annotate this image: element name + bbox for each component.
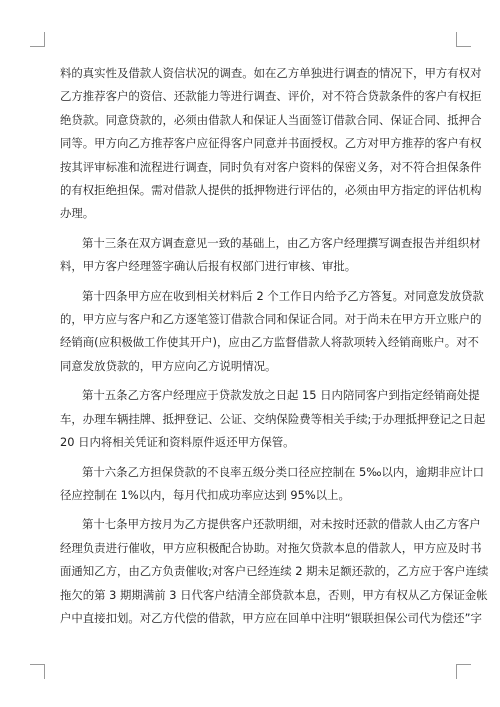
- text-line: 的，甲方应与客户和乙方逐笔签订借款合同和保证合同。对于尚未在甲方开立账户的: [60, 312, 482, 327]
- crop-mark-top-right: [456, 32, 471, 47]
- text-line: 面通知乙方，由乙方负责催收;对客户已经连续 2 期未足额还款的，乙方应于客户连续: [60, 564, 489, 579]
- text-line: 同等。甲方向乙方推荐客户应征得客户同意并书面授权。乙方对甲方推荐的客户有权: [60, 136, 482, 151]
- crop-mark-bottom-right: [456, 664, 471, 679]
- text-line: 径应控制在 1%以内，每月代扣成功率应达到 95%以上。: [60, 487, 350, 502]
- crop-mark-top-left: [30, 32, 45, 47]
- text-line: 按其评审标准和流程进行调查，同时负有对客户资料的保密义务，对不符合担保条件: [60, 159, 482, 174]
- text-line: 第十四条甲方应在收到相关材料后 2 个工作日内给予乙方答复。对同意发放贷款: [82, 288, 484, 303]
- paragraph: [60, 513, 489, 630]
- crop-mark-bottom-left: [30, 664, 45, 679]
- text-line: 乙方推荐客户的资信、还款能力等进行调查、评价，对不符合贷款条件的客户有权拒: [60, 89, 482, 104]
- paragraph: [60, 285, 484, 379]
- text-line: 第十五条乙方客户经理应于贷款发放之日起 15 日内陪同客户到指定经销商处提: [82, 388, 480, 403]
- text-line: 绝贷款。同意贷款的，必须由借款人和保证人当面签订借款合同、保证合同、抵押合: [60, 112, 482, 127]
- text-line: 第十七条甲方按月为乙方提供客户还款明细，对未按时还款的借款人由乙方客户: [82, 517, 481, 532]
- paragraph: [60, 62, 482, 226]
- text-line: 第十三条在双方调查意见一致的基础上，由乙方客户经理撰写调查报告并组织材: [82, 235, 481, 250]
- text-line: 经理负责进行催收，甲方应积极配合协助。对拖欠贷款本息的借款人，甲方应及时书: [60, 540, 482, 555]
- paragraph: [60, 232, 481, 279]
- text-line: 办理。: [60, 206, 95, 221]
- text-line: 车，办理车辆挂牌、抵押登记、公证、交纳保险费等相关手续;于办理抵押登记之日起: [60, 411, 486, 426]
- text-line: 同意发放贷款的，甲方应向乙方说明情况。: [60, 358, 277, 373]
- text-line: 料，甲方客户经理签字确认后报有权部门进行审核、审批。: [60, 259, 357, 274]
- text-line: 经销商(应积极做工作使其开户)，应由乙方监督借款人将款项转入经销商账户。对不: [60, 335, 479, 350]
- text-line: 料的真实性及借款人资信状况的调查。如在乙方单独进行调查的情况下，甲方有权对: [60, 66, 482, 80]
- text-line: 拖欠的第 3 期期满前 3 日代客户结清全部贷款本息，否则，甲方有权从乙方保证金帐: [60, 587, 488, 602]
- text-line: 第十六条乙方担保贷款的不良率五级分类口径应控制在 5‰以内，逾期非应计口: [82, 464, 485, 479]
- paragraph: [60, 384, 486, 454]
- paragraph: [60, 461, 485, 508]
- text-line: 的有权拒绝担保。需对借款人提供的抵押物进行评估的，必须由甲方指定的评估机构: [60, 183, 482, 198]
- text-line: 户中直接扣划。对乙方代偿的借款，甲方应在回单中注明“银联担保公司代为偿还”字: [60, 610, 482, 625]
- document-body: [60, 62, 489, 636]
- text-line: 20 日内将相关凭证和资料原件返还甲方保管。: [60, 435, 295, 450]
